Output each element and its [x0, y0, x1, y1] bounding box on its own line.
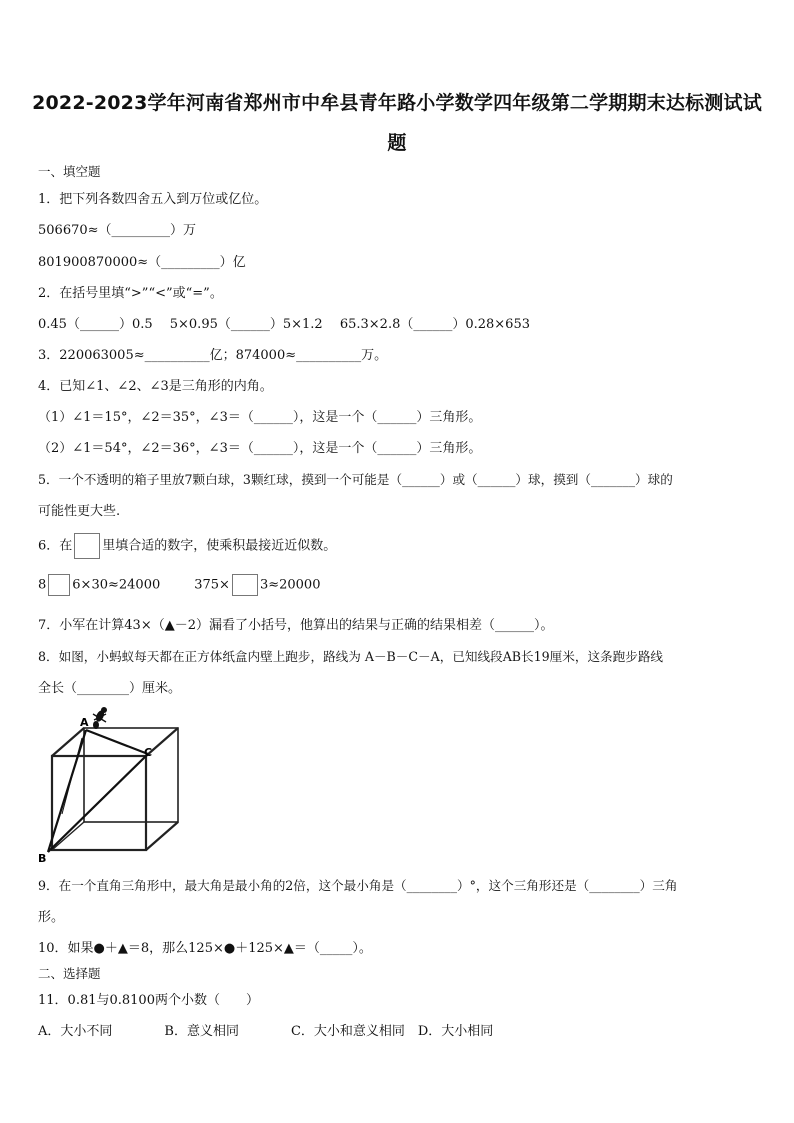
question-4-part-1: （1）∠1＝15°，∠2＝35°，∠3＝（______），这是一个（______）三角形。	[38, 410, 482, 425]
exam-title-line-1: 2022-2023学年河南省郑州市中牟县青年路小学数学四年级第二学期期末达标测试试	[32, 92, 762, 114]
route-segment-ca	[86, 730, 148, 754]
question-2-items: 0.45（______）0.5 5×0.95（______）5×1.2 65.3×2.8（______）0.28×653	[38, 317, 530, 332]
problem-1-answer-box[interactable]	[48, 574, 70, 596]
example-blank-box	[74, 533, 100, 559]
question-4-part-2: （2）∠1＝54°，∠2＝36°，∠3＝（______），这是一个（______）三角形。	[38, 441, 482, 456]
point-c-label: C	[144, 746, 153, 759]
problem-1-start: 8	[38, 577, 47, 593]
question-1-stem: 1．把下列各数四舍五入到万位或亿位。	[38, 192, 268, 207]
question-1-part-a: 506670≈（_________）万	[38, 223, 197, 238]
question-7: 7．小军在计算43×（▲－2）漏看了小括号，他算出的结果与正确的结果相差（______）。	[38, 618, 554, 633]
question-5-line-2: 可能性更大些.	[38, 504, 121, 519]
question-8-line-1: 8．如图，小蚂蚁每天都在正方体纸盒内壁上跑步，路线为 A－B－C－A，已知线段AB长19厘米，这条跑步路线	[38, 649, 664, 664]
cube-diagram	[36, 706, 186, 864]
question-8-line-2: 全长（________）厘米。	[38, 681, 182, 696]
cube-edges	[52, 728, 178, 850]
question-6-stem-end: 里填合适的数字，使乘积最接近近似数。	[102, 538, 337, 554]
point-a-label: A	[80, 716, 89, 729]
section-fill-in-heading: 一、填空题	[38, 164, 101, 179]
ant-route	[48, 730, 148, 852]
ant-icon	[93, 707, 107, 729]
question-2-stem: 2．在括号里填“>”“<”或“=”。	[38, 286, 223, 301]
question-10: 10．如果●＋▲＝8，那么125×●＋125×▲＝（_____）。	[38, 941, 372, 956]
question-6-stem	[38, 533, 336, 559]
question-4-stem: 4．已知∠1、∠2、∠3是三角形的内角。	[38, 379, 273, 394]
question-6-stem-start: 6．在	[38, 538, 73, 554]
section-choice-heading: 二、选择题	[38, 966, 101, 981]
problem-1-end: 6×30≈24000	[72, 577, 161, 593]
exam-title-line-2: 题	[387, 132, 407, 154]
cube-back-face	[84, 728, 178, 822]
question-9-line-1: 9．在一个直角三角形中，最大角是最小角的2倍，这个最小角是（________）°，这个三角形还是（________）三角	[38, 878, 678, 893]
problem-2-answer-box[interactable]	[232, 574, 258, 596]
problem-2-end: 3≈20000	[259, 577, 321, 593]
question-11-options: A．大小不同 B．意义相同 C．大小和意义相同 D．大小相同	[38, 1024, 494, 1039]
point-b-label: B	[38, 852, 47, 864]
question-3: 3．220063005≈__________亿；874000≈__________万。	[38, 348, 388, 363]
cube-edge-bottom-right	[146, 822, 178, 850]
question-5-line-1: 5．一个不透明的箱子里放7颗白球，3颗红球，摸到一个可能是（______）或（______）球，摸到（_______）球的	[38, 472, 673, 487]
question-11-stem: 11．0.81与0.8100两个小数（ ）	[38, 993, 259, 1008]
route-ab-shadow-line	[62, 738, 82, 814]
problem-2-start: 375×	[194, 577, 230, 593]
question-1-part-b: 801900870000≈（_________）亿	[38, 255, 246, 270]
question-9-line-2: 形。	[38, 910, 65, 925]
question-6-problems	[38, 574, 320, 596]
